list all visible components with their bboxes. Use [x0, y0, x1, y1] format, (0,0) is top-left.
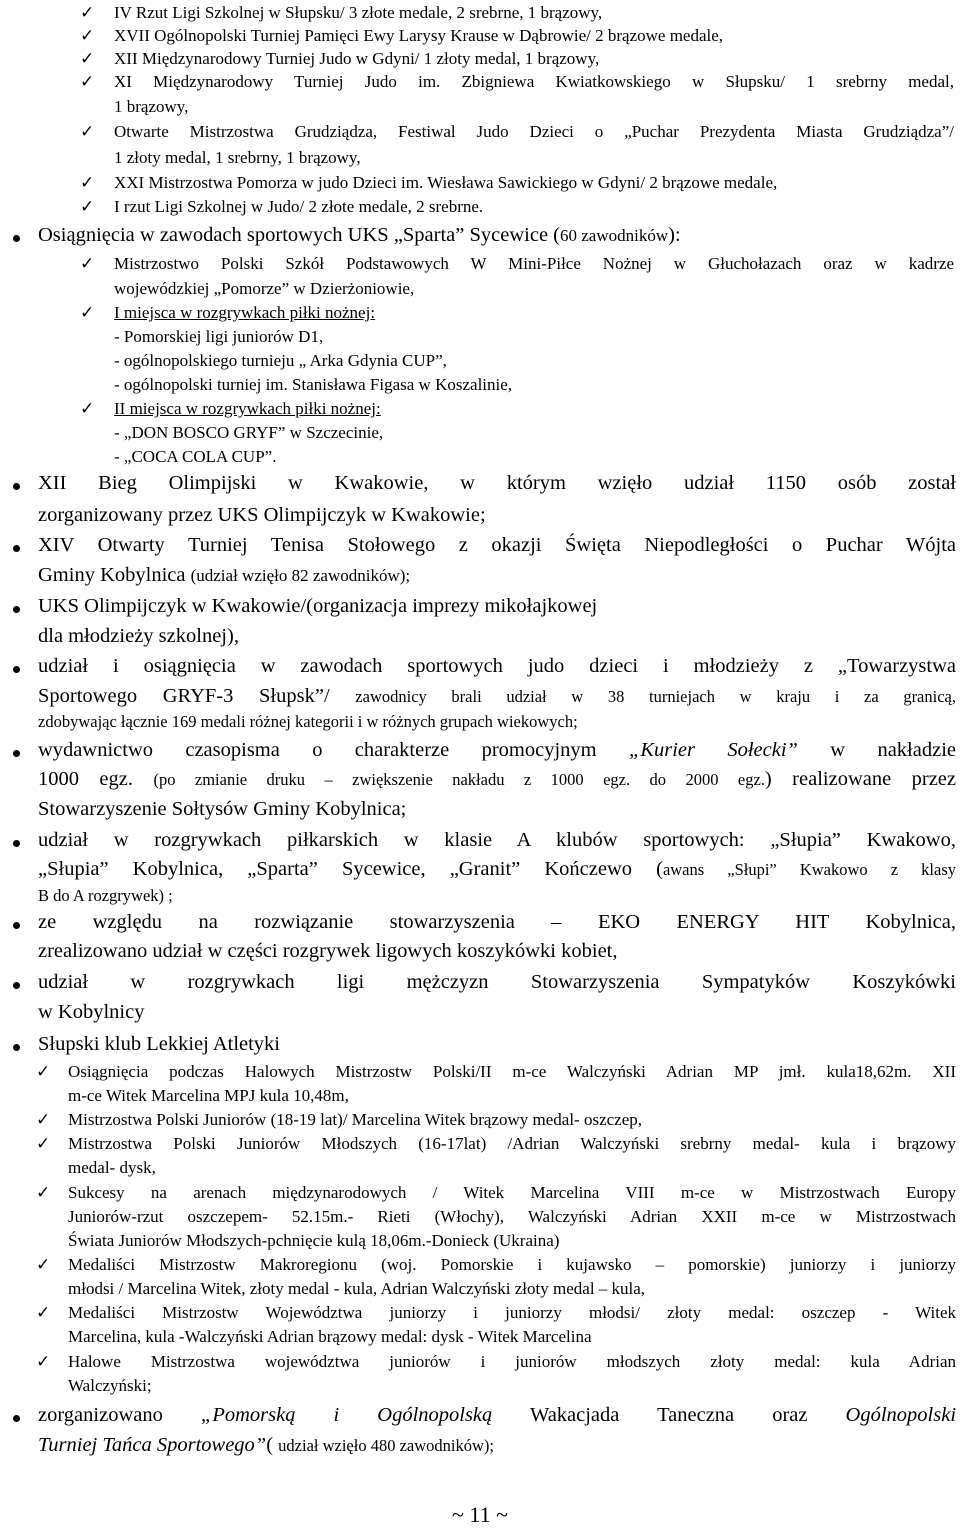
bullet-item: udział w rozgrywkach ligi mężczyzn Stowarzyszenia Sympatyków Koszykówki	[38, 971, 956, 993]
checkmark-icon: ✓	[80, 303, 95, 323]
bullet-continuation: dla młodzieży szkolnej),	[38, 625, 239, 647]
bullet-item: XII Bieg Olimpijski w Kwakowie, w którym wzięło udział 1150 osób został	[38, 472, 956, 494]
bullet-item: wydawnictwo czasopisma o charakterze promocyjnym „Kurier Sołecki” w nakładzie	[38, 739, 956, 761]
bullet-continuation: zrealizowano udział w części rozgrywek ligowych koszykówki kobiet,	[38, 940, 618, 962]
bullet-icon	[13, 235, 20, 242]
checkmark-icon: ✓	[80, 49, 95, 69]
bullet-item: udział w rozgrywkach piłkarskich w klasie A klubów sportowych: „Słupia” Kwakowo,	[38, 829, 956, 851]
bullet-continuation: zorganizowany przez UKS Olimpijczyk w Kwakowie;	[38, 504, 486, 526]
list-item: IV Rzut Ligi Szkolnej w Słupsku/ 3 złote medale, 2 srebrne, 1 brązowy,	[114, 3, 603, 22]
list-item-continuation: 1 złoty medal, 1 srebrny, 1 brązowy,	[114, 148, 361, 167]
checkmark-icon: ✓	[80, 3, 95, 23]
bullet-continuation: Turniej Tańca Sportowego”( udział wzięło 480 zawodników);	[38, 1434, 494, 1456]
bullet-continuation: Stowarzyszenie Sołtysów Gminy Kobylnica;	[38, 798, 407, 820]
list-line: - „COCA COLA CUP”.	[114, 447, 277, 466]
checkmark-icon: ✓	[36, 1255, 51, 1275]
bullet-item: udział i osiągnięcia w zawodach sportowych judo dzieci i młodzieży z „Towarzystwa	[38, 655, 956, 677]
bullet-continuation: zdobywając łącznie 169 medali różnej kategorii i w różnych grupach wiekowych;	[38, 712, 578, 731]
list-item-continuation: Marcelina, kula -Walczyński Adrian brązowy medal: dysk - Witek Marcelina	[68, 1327, 592, 1346]
list-item-continuation: Świata Juniorów Młodszych-pchnięcie kulą 18,06m.-Donieck (Ukraina)	[68, 1231, 560, 1250]
list-item-continuation: medal- dysk,	[68, 1158, 156, 1177]
list-item: Osiągnięcia podczas Halowych Mistrzostw Polski/II m-ce Walczyński Adrian MP jmł. kula18,62m. XII	[68, 1062, 956, 1081]
list-item: XII Międzynarodowy Turniej Judo w Gdyni/ 1 złoty medal, 1 brązowy,	[114, 49, 600, 68]
list-item: Sukcesy na arenach międzynarodowych / Witek Marcelina VIII m-ce w Mistrzostwach Europy	[68, 1183, 956, 1202]
checkmark-icon: ✓	[80, 197, 95, 217]
list-item-continuation: 1 brązowy,	[114, 97, 189, 116]
list-item: Otwarte Mistrzostwa Grudziądza, Festiwal Judo Dzieci o „Puchar Prezydenta Miasta Grudziądza”/	[114, 122, 954, 141]
list-item: Medaliści Mistrzostw Makroregionu (woj. Pomorskie i kujawsko – pomorskie) juniorzy i juniorzy	[68, 1255, 956, 1274]
list-item: Mistrzostwa Polski Juniorów (18-19 lat)/ Marcelina Witek brązowy medal- oszczep,	[68, 1110, 643, 1129]
checkmark-icon: ✓	[80, 254, 95, 274]
list-line: - Pomorskiej ligi juniorów D1,	[114, 327, 324, 346]
list-item: I rzut Ligi Szkolnej w Judo/ 2 złote medale, 2 srebrne.	[114, 197, 484, 216]
bullet-icon	[13, 666, 20, 673]
checkmark-icon: ✓	[36, 1303, 51, 1323]
list-item: Halowe Mistrzostwa województwa juniorów i juniorów młodszych złoty medal: kula Adrian	[68, 1352, 956, 1371]
checkmark-icon: ✓	[80, 26, 95, 46]
list-item: XVII Ogólnopolski Turniej Pamięci Ewy Larysy Krause w Dąbrowie/ 2 brązowe medale,	[114, 26, 724, 45]
bullet-continuation: Sportowego GRYF-3 Słupsk”/ zawodnicy brali udział w 38 turniejach w kraju i za granicą,	[38, 685, 956, 707]
bullet-icon	[13, 982, 20, 989]
list-item: XI Międzynarodowy Turniej Judo im. Zbigniewa Kwiatkowskiego w Słupsku/ 1 srebrny medal,	[114, 72, 954, 91]
list-item-continuation: Juniorów-rzut oszczepem- 52.15m.- Rieti (Włochy), Walczyński Adrian XXII m-ce w Mistrzostwach	[68, 1207, 956, 1226]
list-item: XXI Mistrzostwa Pomorza w judo Dzieci im. Wiesława Sawickiego w Gdyni/ 2 brązowe medale,	[114, 173, 778, 192]
list-item-continuation: wojewódzkiej „Pomorze” w Dzierżoniowie,	[114, 279, 415, 298]
checkmark-icon: ✓	[80, 173, 95, 193]
checkmark-icon: ✓	[36, 1352, 51, 1372]
bullet-icon	[13, 606, 20, 613]
checkmark-icon: ✓	[36, 1134, 51, 1154]
bullet-item: zorganizowano „Pomorską i Ogólnopolską Wakacjada Taneczna oraz Ogólnopolski	[38, 1404, 957, 1426]
list-item: Mistrzostwo Polski Szkół Podstawowych W Mini-Piłce Nożnej w Głuchołazach oraz w kadrze	[114, 254, 954, 273]
bullet-continuation: 1000 egz. (po zmianie druku – zwiększenie nakładu z 1000 egz. do 2000 egz.) realizowane przez	[38, 768, 957, 790]
page-number: ~ 11 ~	[452, 1502, 508, 1527]
bullet-icon	[13, 1044, 20, 1051]
subheading: I miejsca w rozgrywkach piłki nożnej:	[114, 303, 376, 322]
bullet-item: Słupski klub Lekkiej Atletyki	[38, 1033, 281, 1055]
bullet-continuation: Gminy Kobylnica (udział wzięło 82 zawodników);	[38, 564, 411, 586]
list-line: - ogólnopolskiego turnieju „ Arka Gdynia CUP”,	[114, 351, 447, 370]
bullet-icon	[13, 922, 20, 929]
checkmark-icon: ✓	[36, 1183, 51, 1203]
bullet-icon	[13, 1415, 20, 1422]
list-item-continuation: młodsi / Marcelina Witek, złoty medal - kula, Adrian Walczyński złoty medal – kula,	[68, 1279, 646, 1298]
list-line: - „DON BOSCO GRYF” w Szczecinie,	[114, 423, 384, 442]
checkmark-icon: ✓	[36, 1062, 51, 1082]
checkmark-icon: ✓	[80, 122, 95, 142]
subheading: II miejsca w rozgrywkach piłki nożnej:	[114, 399, 381, 418]
checkmark-icon: ✓	[36, 1110, 51, 1130]
magazine-title: „Kurier Sołecki”	[628, 739, 798, 761]
bullet-icon	[13, 545, 20, 552]
bullet-icon	[13, 840, 20, 847]
checkmark-icon: ✓	[80, 399, 95, 419]
bullet-item: ze względu na rozwiązanie stowarzyszenia – EKO ENERGY HIT Kobylnica,	[38, 911, 956, 933]
bullet-continuation: B do A rozgrywek) ;	[38, 886, 173, 905]
bullet-icon	[13, 483, 20, 490]
list-item: Medaliści Mistrzostw Województwa juniorzy i juniorzy młodsi/ złoty medal: oszczep - Witek	[68, 1303, 956, 1322]
bullet-icon	[13, 750, 20, 757]
bullet-item: UKS Olimpijczyk w Kwakowie/(organizacja imprezy mikołajkowej	[38, 595, 598, 617]
list-line: - ogólnopolski turniej im. Stanisława Figasa w Koszalinie,	[114, 375, 513, 394]
checkmark-icon: ✓	[80, 72, 95, 92]
section-heading: Osiągnięcia w zawodach sportowych UKS „Sparta” Sycewice (60 zawodników):	[38, 224, 681, 246]
list-item-continuation: Walczyński;	[68, 1376, 152, 1395]
bullet-item: XIV Otwarty Turniej Tenisa Stołowego z okazji Święta Niepodległości o Puchar Wójta	[38, 534, 956, 556]
bullet-continuation: „Słupia” Kobylnica, „Sparta” Sycewice, „Granit” Kończewo (awans „Słupi” Kwakowo z klasy	[38, 858, 956, 880]
bullet-continuation: w Kobylnicy	[38, 1001, 145, 1023]
list-item: Mistrzostwa Polski Juniorów Młodszych (16-17lat) /Adrian Walczyński srebrny medal- kula i brązowy	[68, 1134, 956, 1153]
list-item-continuation: m-ce Witek Marcelina MPJ kula 10,48m,	[68, 1086, 349, 1105]
